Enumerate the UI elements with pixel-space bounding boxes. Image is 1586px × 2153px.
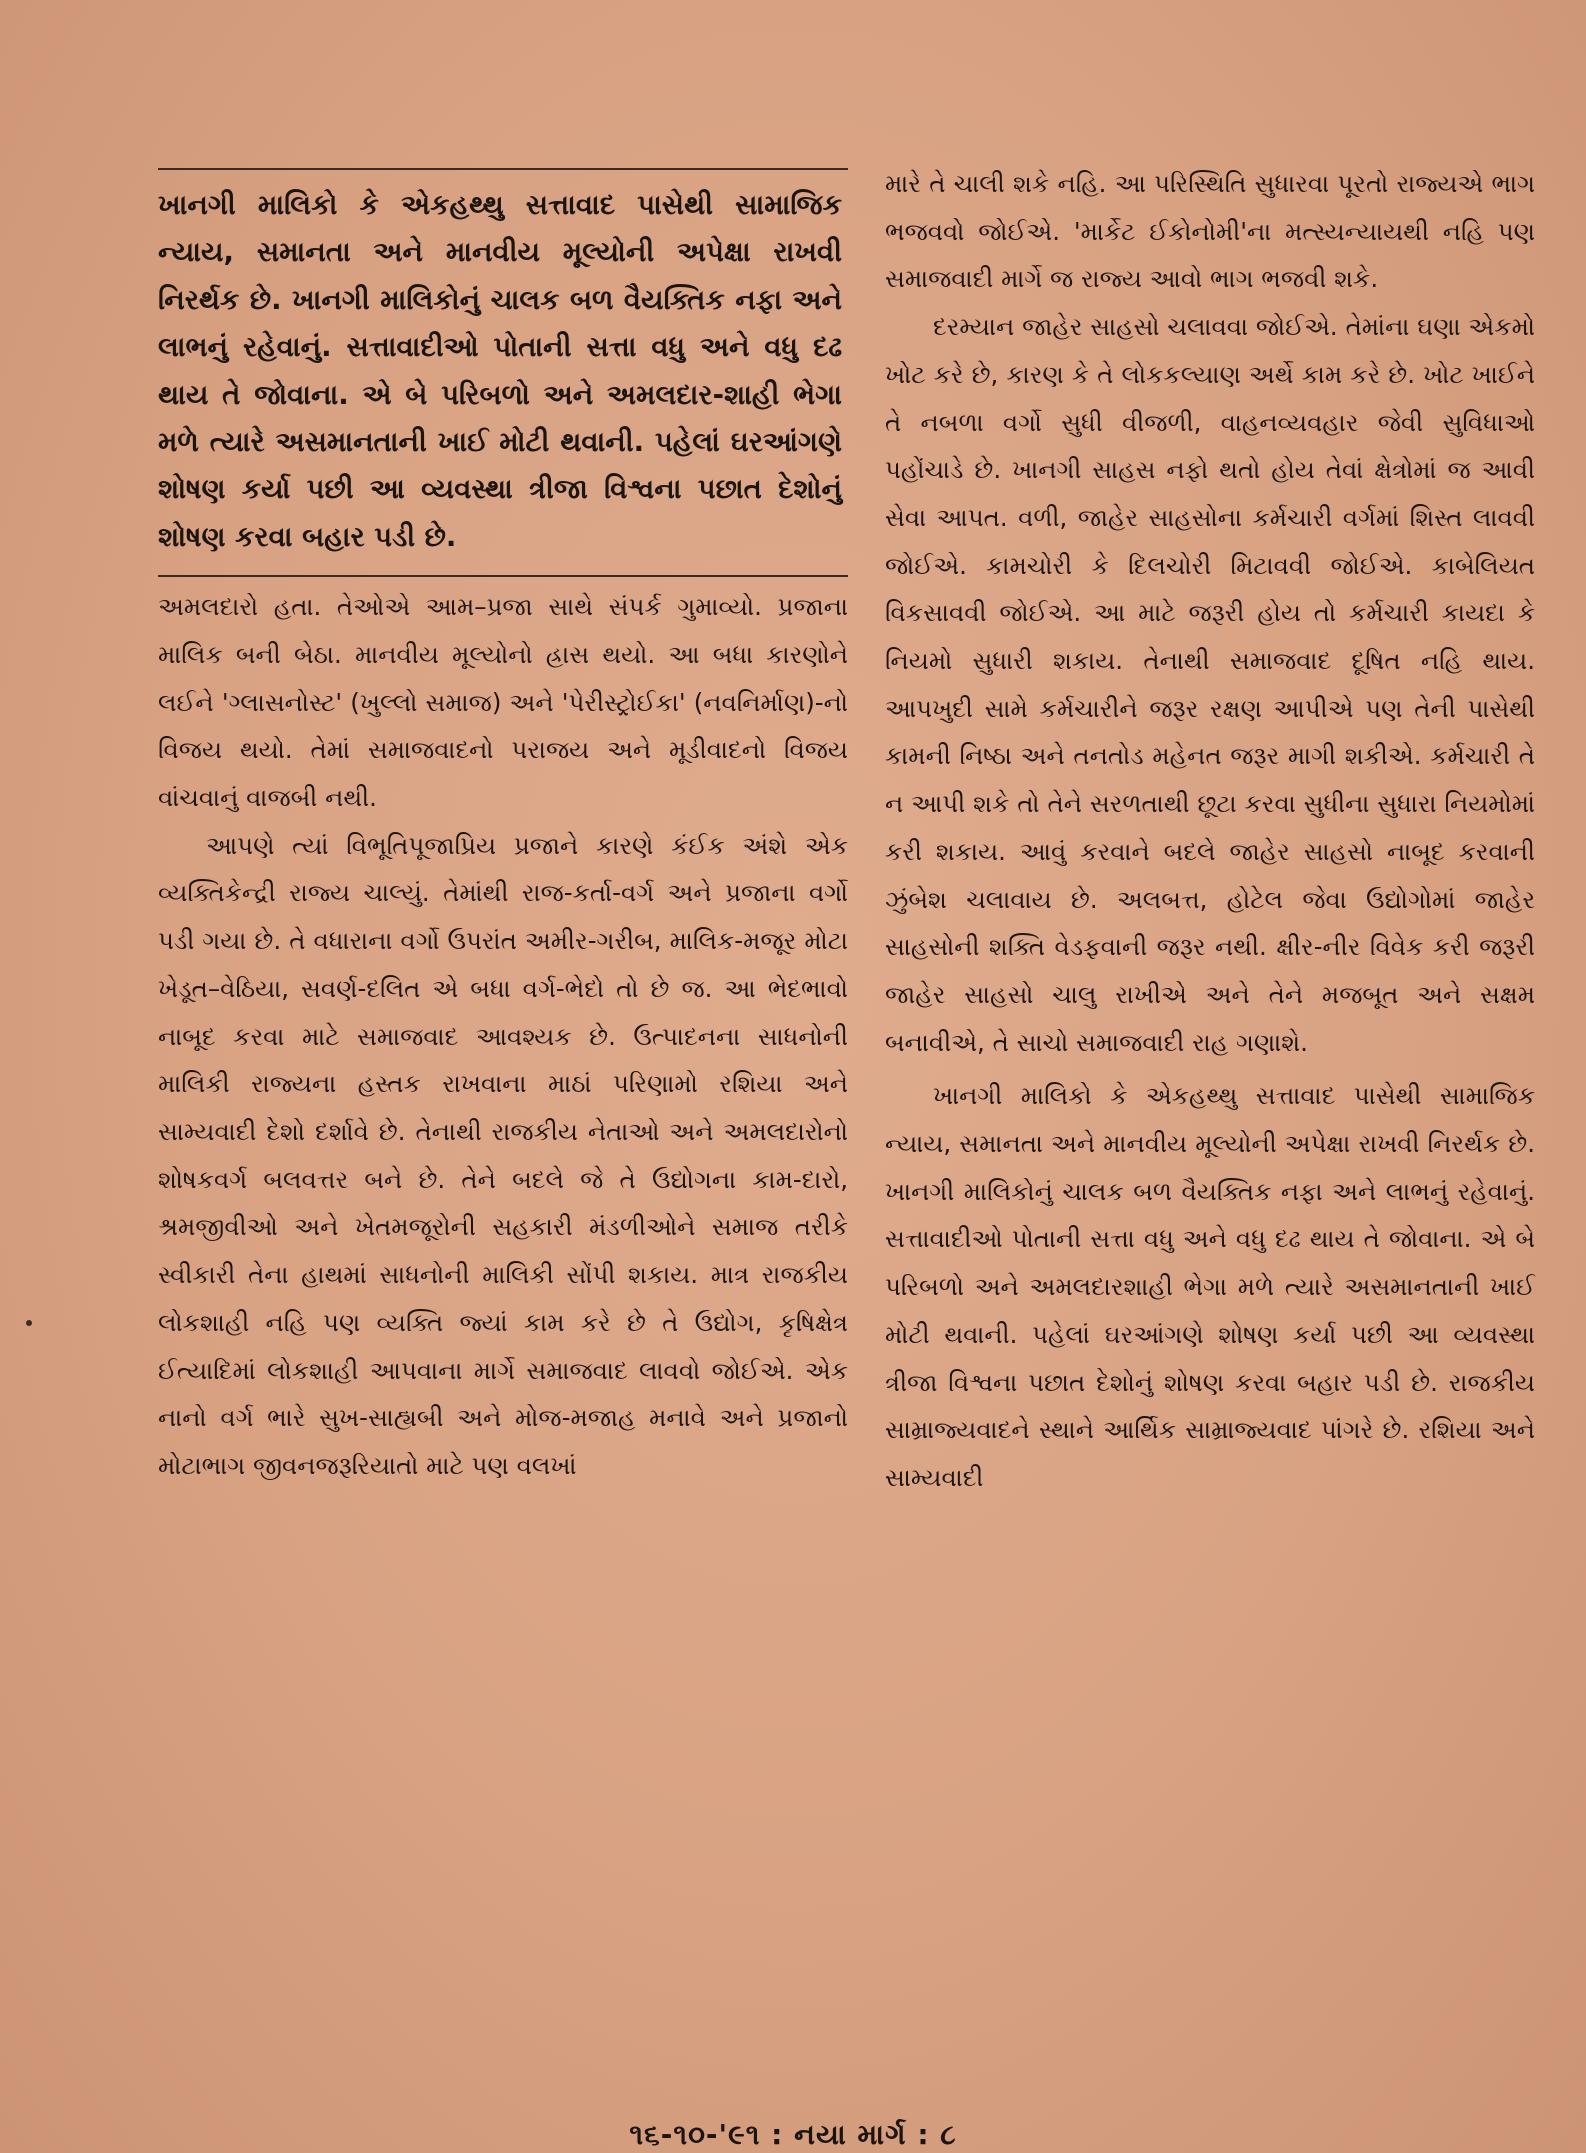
page-footer: ૧૬-૧૦-'૯૧ : નયા માર્ગ : ૮ — [629, 2118, 957, 2151]
pull-quote-bottom-rule — [158, 575, 848, 577]
paper-speck — [26, 1320, 32, 1326]
right-paragraph-2: દરમ્યાન જાહેર સાહસો ચલાવવા જોઈએ. તેમાંના ઘણા એકમો ખોટ કરે છે, કારણ કે તે લોકકલ્યાણ અર્થે કામ કરે છે. ખોટ ખાઈને તે નબળા વર્ગો સુધી વીજળી, વાહનવ્યવહાર જેવી સુવિધાઓ પહોંચાડે છે. ખાનગી સાહસ નફો થતો હોય તેવાં ક્ષેત્રોમાં જ આવી સેવા આપત. વળી, જાહેર સાહસોના કર્મચારી વર્ગમાં શિસ્ત લાવવી જોઈએ. કામચોરી કે દિલચોરી મિટાવવી જોઈએ. કાબેલિયત વિકસાવવી જોઈએ. આ માટે જરૂરી હોય તો કર્મચારી કાયદા કે નિયમો સુધારી શકાય. તેનાથી સમાજવાદ દૂષિત નહિ થાય. આપખુદી સામે કર્મચારીને જરૂર રક્ષણ આપીએ પણ તેની પાસેથી કામની નિષ્ઠા અને તનતોડ મહેનત જરૂર માગી શકીએ. કર્મચારી તે ન આપી શકે તો તેને સરળતાથી છૂટા કરવા સુધીના સુધારા નિયમોમાં કરી શકાય. આવું કરવાને બદલે જાહેર સાહસો નાબૂદ કરવાની ઝુંબેશ ચલાવાય છે. અલબત્ત, હોટેલ જેવા ઉદ્યોગોમાં જાહેર સાહસોની શક્તિ વેડફવાની જરૂર નથી. ક્ષીર-નીર વિવેક કરી જરૂરી જાહેર સાહસો ચાલુ રાખીએ અને તેને મજબૂત અને સક્ષમ બનાવીએ, તે સાચો સમાજવાદી રાહ ગણાશે. — [885, 312, 1535, 1057]
right-paragraph-1: મારે તે ચાલી શકે નહિ. આ પરિસ્થિતિ સુધારવા પૂરતો રાજ્યએ ભાગ ભજવવો જોઈએ. 'માર્કેટ ઈકોનોમી'ના મત્સ્યન્યાયથી નહિ પણ સમાજવાદી માર્ગે જ રાજ્ય આવો ભાગ ભજવી શકે. — [885, 169, 1535, 294]
right-column — [885, 160, 1535, 1502]
left-paragraph-1: અમલદારો હતા. તેઓએ આમ–પ્રજા સાથે સંપર્ક ગુમાવ્યો. પ્રજાના માલિક બની બેઠા. માનવીય મૂલ્યોનો હ્રાસ થયો. આ બધા કારણોને લઈને 'ગ્લાસનોસ્ટ' (ખુલ્લો સમાજ) અને 'પેરીસ્ટ્રોઈકા' (નવનિર્માણ)-નો વિજય થયો. તેમાં સમાજવાદનો પરાજય અને મૂડીવાદનો વિજય વાંચવાનું વાજબી નથી. — [158, 592, 848, 813]
left-column — [158, 168, 848, 1490]
left-paragraph-2: આપણે ત્યાં વિભૂતિપૂજાપ્રિય પ્રજાને કારણે કંઈક અંશે એક વ્યક્તિકેન્દ્રી રાજ્ય ચાલ્યું. તેમાંથી રાજ-કર્તા-વર્ગ અને પ્રજાના વર્ગો પડી ગયા છે. તે વધારાના વર્ગો ઉપરાંત અમીર-ગરીબ, માલિક-મજૂર મોટા ખેડૂત–વેઠિયા, સવર્ણ-દલિત એ બધા વર્ગ-ભેદો તો છે જ. આ ભેદભાવો નાબૂદ કરવા માટે સમાજવાદ આવશ્યક છે. ઉત્પાદનના સાધનોની માલિકી રાજ્યના હસ્તક રાખવાના માઠાં પરિણામો રશિયા અને સામ્યવાદી દેશો દર્શાવે છે. તેનાથી રાજકીય નેતાઓ અને અમલદારોનો શોષકવર્ગ બલવત્તર બને છે. તેને બદલે જે તે ઉદ્યોગના કામ-દારો, શ્રમજીવીઓ અને ખેતમજૂરોની સહકારી મંડળીઓને સમાજ તરીકે સ્વીકારી તેના હાથમાં સાધનોની માલિકી સોંપી શકાય. માત્ર રાજકીય લોકશાહી નહિ પણ વ્યક્તિ જ્યાં કામ કરે છે તે ઉદ્યોગ, કૃષિક્ષેત્ર ઈત્યાદિમાં લોકશાહી આપવાના માર્ગે સમાજવાદ લાવવો જોઈએ. એક નાનો વર્ગ ભારે સુખ-સાહ્યબી અને મોજ-મજાહ મનાવે અને પ્રજાનો મોટાભાગ જીવનજરૂરિયાતો માટે પણ વલખાં — [158, 830, 848, 1480]
pull-quote: ખાનગી માલિકો કે એકહથ્થુ સત્તાવાદ પાસેથી સામાજિક ન્યાય, સમાનતા અને માનવીય મૂલ્યોની અપેક્ષા રાખવી નિરર્થક છે. ખાનગી માલિકોનું ચાલક બળ વૈયક્તિક નફા અને લાભનું રહેવાનું. સત્તાવાદીઓ પોતાની સત્તા વધુ અને વધુ દઢ થાય તે જોવાના. એ બે પરિબળો અને અમલદાર-શાહી ભેગા મળે ત્યારે અસમાનતાની ખાઈ મોટી થવાની. પહેલાં ઘરઆંગણે શોષણ કર્યા પછી આ વ્યવસ્થા ત્રીજા વિશ્વના પછાત દેશોનું શોષણ કરવા બહાર પડી છે. — [158, 189, 842, 553]
right-paragraph-3: ખાનગી માલિકો કે એકહથ્થુ સત્તાવાદ પાસેથી સામાજિક ન્યાય, સમાનતા અને માનવીય મૂલ્યોની અપેક્ષા રાખવી નિરર્થક છે. ખાનગી માલિકોનું ચાલક બળ વૈયક્તિક નફા અને લાભનું રહેવાનું. સત્તાવાદીઓ પોતાની સત્તા વધુ અને વધુ દઢ થાય તે જોવાના. એ બે પરિબળો અને અમલદારશાહી ભેગા મળે ત્યારે અસમાનતાની ખાઈ મોટી થવાની. પહેલાં ઘરઆંગણે શોષણ કર્યા પછી આ વ્યવસ્થા ત્રીજા વિશ્વના પછાત દેશોનું શોષણ કરવા બહાર પડી છે. રાજકીય સામ્રાજ્યવાદને સ્થાને આર્થિક સામ્રાજ્યવાદ પાંગરે છે. રશિયા અને સામ્યવાદી — [885, 1081, 1535, 1492]
